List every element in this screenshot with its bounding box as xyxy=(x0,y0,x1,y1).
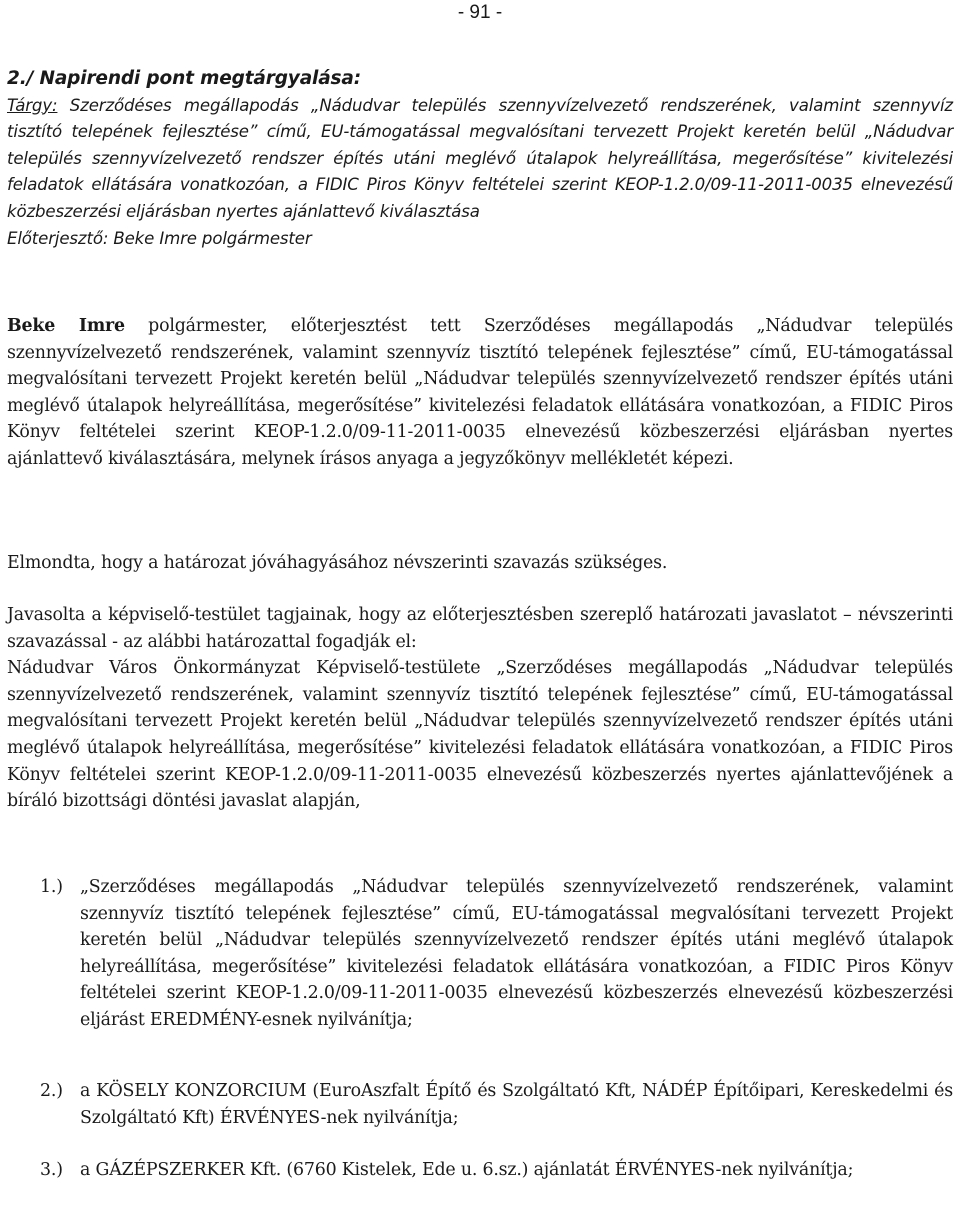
decision-item xyxy=(40,1078,953,1131)
agenda-section xyxy=(7,66,953,252)
presenter-name: Beke Imre xyxy=(7,316,125,336)
page-number: - 91 - xyxy=(457,2,503,23)
decision-number: 2.) xyxy=(40,1081,63,1101)
decision-item xyxy=(40,1157,953,1184)
agenda-heading: 2./ Napirendi pont megtárgyalása: xyxy=(7,68,361,89)
statement-text: Elmondta, hogy a határozat jóváhagyásához névszerinti szavazás szükséges. xyxy=(7,553,668,573)
subject-label: Tárgy: xyxy=(7,95,58,115)
decision-text: a GÁZÉPSZERKER Kft. (6760 Kistelek, Ede u. 6.sz.) ajánlatát ÉRVÉNYES-nek nyilvánítja; xyxy=(80,1160,854,1180)
decision-number: 3.) xyxy=(40,1160,63,1180)
statement-paragraph xyxy=(7,550,953,577)
proposal-line-2: Nádudvar Város Önkormányzat Képviselő-testülete „Szerződéses megállapodás „Nádudvar település szennyvízelvezető rendszerének, valamint szennyvíz tisztító telepének fejlesztése” című, EU-támogatással megvalósítani tervezett Projekt keretén belül „Nádudvar település szennyvízelvezető rendszer építés utáni meglévő útalapok helyreállítása, megerősítése” kivitelezési feladatok ellátására vonatkozóan, a FIDIC Piros Könyv feltételei szerint KEOP-1.2.0/09-11-2011-0035 elnevezésű közbeszerzés nyertes ajánlattevőjének a bíráló bizottsági döntési javaslat alapján, xyxy=(7,658,953,812)
decision-number: 1.) xyxy=(40,877,63,897)
proposal-line-1: Javasolta a képviselő-testület tagjainak, hogy az előterjesztésben szereplő határozati javaslatot – névszerinti szavazással - az alábbi határozattal fogadják el: xyxy=(7,605,953,652)
presenter-paragraph xyxy=(7,313,953,473)
proposal-paragraph xyxy=(7,602,953,815)
agenda-presenter: Előterjesztő: Beke Imre polgármester xyxy=(7,228,312,248)
decision-text: „Szerződéses megállapodás „Nádudvar település szennyvízelvezető rendszerének, valamint szennyvíz tisztító telepének fejlesztése” című, EU-támogatással megvalósítani tervezett Projekt keretén belül „Nádudvar település szennyvízelvezető rendszer építés utáni meglévő útalapok helyreállítása, megerősítése” kivitelezési feladatok ellátására vonatkozóan, a FIDIC Piros Könyv feltételei szerint KEOP-1.2.0/09-11-2011-0035 elnevezésű közbeszerzés elnevezésű közbeszerzési eljárást EREDMÉNY-esnek nyilvánítja; xyxy=(80,877,953,1030)
decision-text: a KÖSELY KONZORCIUM (EuroAszfalt Építő és Szolgáltató Kft, NÁDÉP Építőipari, Kereskedelmi és Szolgáltató Kft) ÉRVÉNYES-nek nyilvánítja; xyxy=(80,1081,953,1128)
decision-item xyxy=(40,874,953,1034)
agenda-subject xyxy=(7,93,953,226)
subject-text: Szerződéses megállapodás „Nádudvar település szennyvízelvezető rendszerének, valamint szennyvíz tisztító telepének fejlesztése” című, EU-támogatással megvalósítani tervezett Projekt keretén belül „Nádudvar település szennyvízelvezető rendszer építés utáni meglévő útalapok helyreállítása, megerősítése” kivitelezési feladatok ellátására vonatkozóan, a FIDIC Piros Könyv feltételei szerint KEOP-1.2.0/09-11-2011-0035 elnevezésű közbeszerzési eljárásban nyertes ajánlattevő kiválasztása xyxy=(7,95,953,221)
presenter-paragraph-text: polgármester, előterjesztést tett Szerződéses megállapodás „Nádudvar település szennyvízelvezető rendszerének, valamint szennyvíz tisztító telepének fejlesztése” című, EU-támogatással megvalósítani tervezett Projekt keretén belül „Nádudvar település szennyvízelvezető rendszer építés utáni meglévő útalapok helyreállítása, megerősítése” kivitelezési feladatok ellátására vonatkozóan, a FIDIC Piros Könyv feltételei szerint KEOP-1.2.0/09-11-2011-0035 elnevezésű közbeszerzési eljárásban nyertes ajánlattevő kiválasztására, melynek írásos anyaga a jegyzőkönyv mellékletét képezi. xyxy=(7,316,953,469)
